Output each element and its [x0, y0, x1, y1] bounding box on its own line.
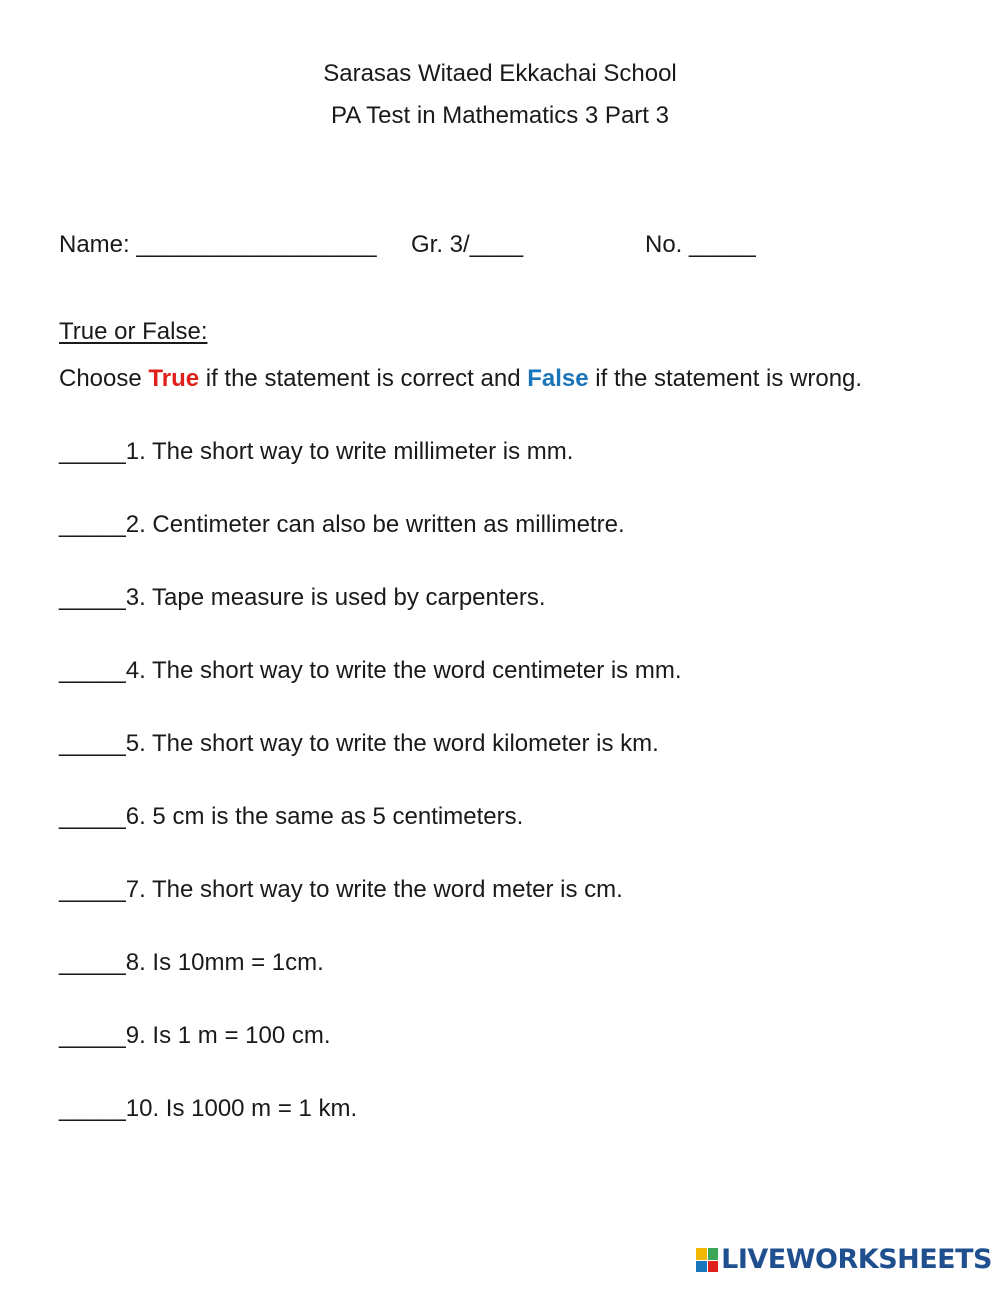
- false-word: False: [527, 365, 589, 392]
- answer-blank[interactable]: _____: [59, 1022, 126, 1049]
- instruction-suffix: if the statement is wrong.: [588, 365, 863, 392]
- answer-blank[interactable]: _____: [59, 584, 126, 611]
- section-heading: True or False:: [59, 318, 208, 345]
- instructions: [59, 364, 862, 394]
- name-field[interactable]: Name: __________________: [59, 231, 377, 258]
- question-text: 7. The short way to write the word meter is cm.: [125, 876, 623, 903]
- school-name: Sarasas Witaed Ekkachai School: [323, 60, 677, 87]
- answer-blank[interactable]: _____: [59, 1095, 126, 1122]
- question-text: 2. Centimeter can also be written as millimetre.: [125, 511, 625, 538]
- answer-blank[interactable]: _____: [59, 657, 126, 684]
- question-item: [59, 656, 682, 686]
- liveworksheets-logo-icon: [696, 1248, 718, 1272]
- question-item: [59, 510, 625, 540]
- question-text: 4. The short way to write the word centimeter is mm.: [125, 657, 682, 684]
- instruction-middle: if the statement is correct and: [199, 365, 528, 392]
- logo-text: LIVEWORKSHEETS: [721, 1244, 992, 1275]
- grade-field[interactable]: Gr. 3/____: [411, 231, 524, 258]
- question-item: [59, 583, 546, 613]
- question-item: [59, 948, 324, 978]
- instruction-prefix: Choose: [59, 365, 149, 392]
- liveworksheets-logo: [696, 1245, 992, 1275]
- answer-blank[interactable]: _____: [59, 511, 126, 538]
- question-item: [59, 1094, 357, 1124]
- question-text: 6. 5 cm is the same as 5 centimeters.: [125, 803, 524, 830]
- question-item: [59, 729, 659, 759]
- number-field[interactable]: No. _____: [645, 231, 756, 258]
- student-info-row: [59, 230, 939, 260]
- answer-blank[interactable]: _____: [59, 949, 126, 976]
- test-title: PA Test in Mathematics 3 Part 3: [331, 102, 669, 129]
- question-item: [59, 875, 623, 905]
- question-text: 1. The short way to write millimeter is mm.: [125, 438, 574, 465]
- answer-blank[interactable]: _____: [59, 438, 126, 465]
- true-word: True: [148, 365, 200, 392]
- question-text: 8. Is 10mm = 1cm.: [125, 949, 324, 976]
- question-text: 3. Tape measure is used by carpenters.: [125, 584, 546, 611]
- answer-blank[interactable]: _____: [59, 730, 126, 757]
- question-text: 10. Is 1000 m = 1 km.: [125, 1095, 358, 1122]
- question-item: [59, 802, 523, 832]
- answer-blank[interactable]: _____: [59, 803, 126, 830]
- question-item: [59, 437, 573, 467]
- answer-blank[interactable]: _____: [59, 876, 126, 903]
- question-item: [59, 1021, 331, 1051]
- question-text: 9. Is 1 m = 100 cm.: [125, 1022, 331, 1049]
- question-text: 5. The short way to write the word kilometer is km.: [125, 730, 659, 757]
